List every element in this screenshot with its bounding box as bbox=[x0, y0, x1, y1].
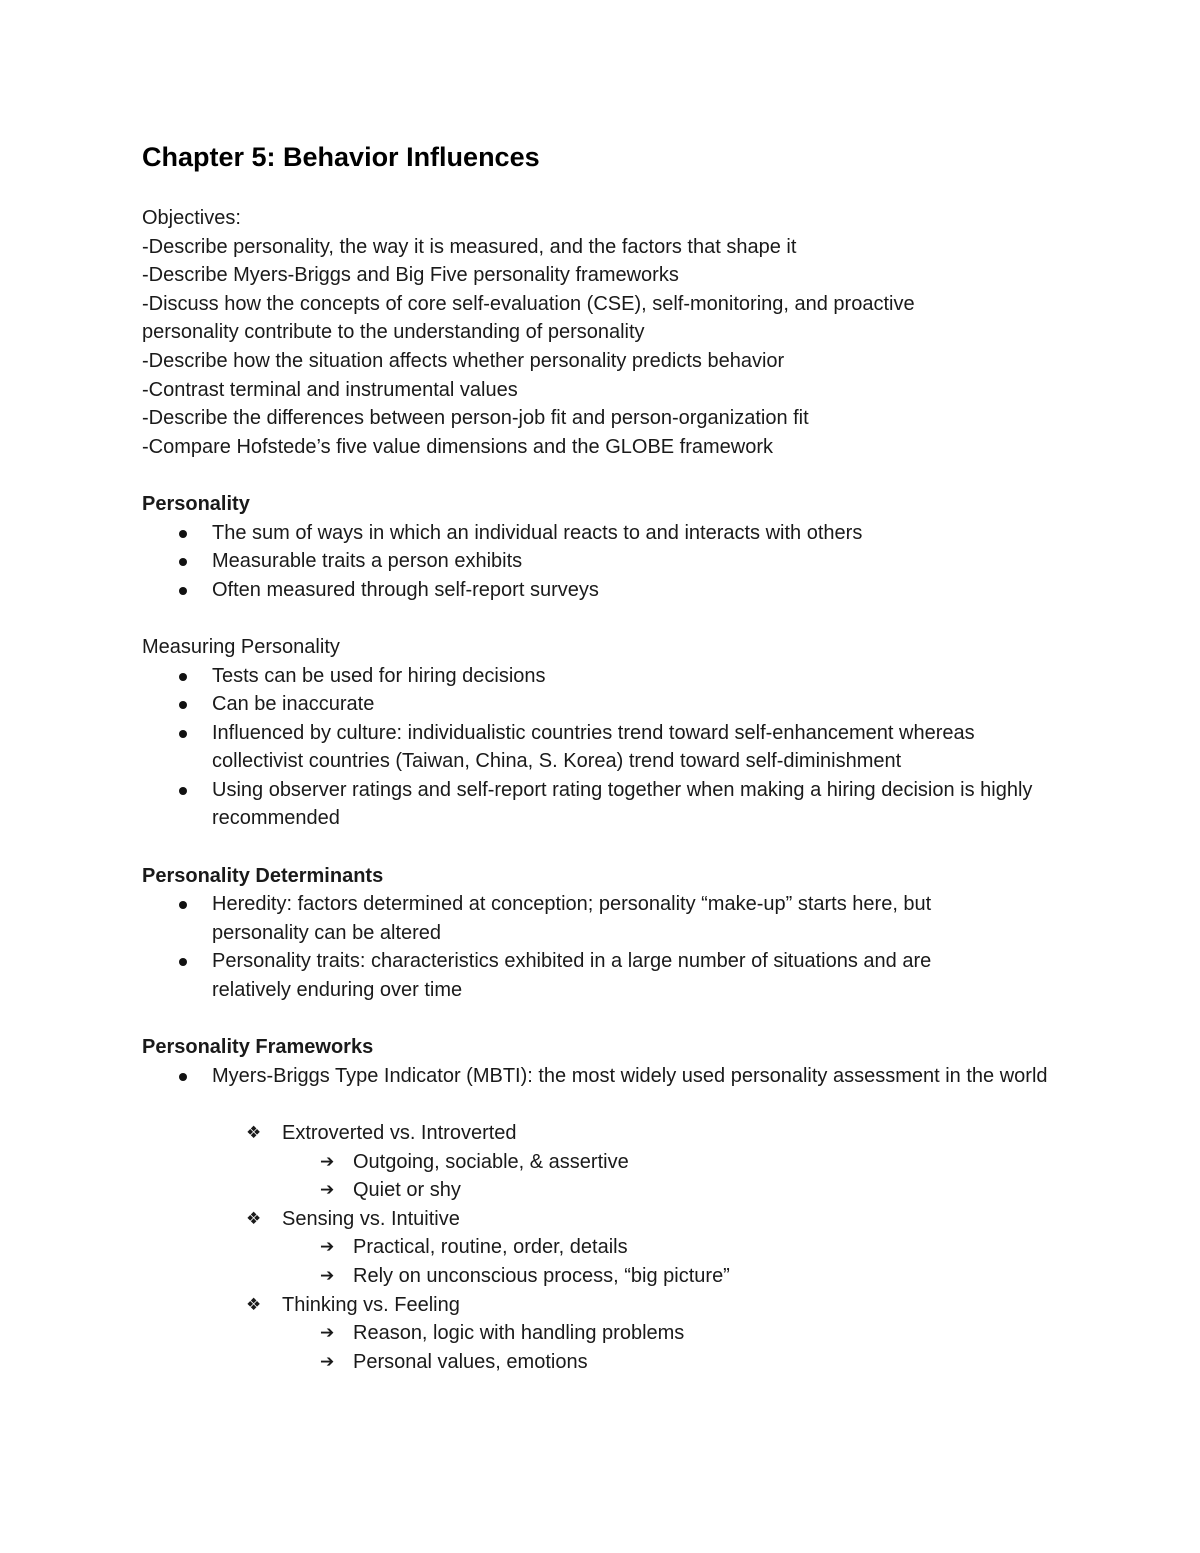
list-item: Can be inaccurate bbox=[142, 690, 1082, 719]
arrow-right-icon: ➔ bbox=[320, 1265, 335, 1286]
diamond-bullet-icon: ❖ bbox=[246, 1294, 262, 1315]
dimension-sub-item: ➔ Quiet or shy bbox=[142, 1176, 1082, 1205]
page-title: Chapter 5: Behavior Influences bbox=[142, 142, 540, 172]
dimension-item: ❖ Thinking vs. Feeling bbox=[142, 1291, 1082, 1320]
objectives-heading: Objectives: bbox=[142, 207, 241, 229]
list-item: Tests can be used for hiring decisions bbox=[142, 662, 1082, 691]
bullet-dot-icon bbox=[179, 587, 187, 595]
list-item: Measurable traits a person exhibits bbox=[142, 547, 1082, 576]
section-heading-measuring: Measuring Personality bbox=[142, 635, 340, 658]
bullet-dot-icon bbox=[179, 673, 187, 681]
dimension-item: ❖ Extroverted vs. Introverted bbox=[142, 1119, 1082, 1148]
list-item: Influenced by culture: individualistic countries trend toward self-enhancement whereas collectivist countries (Taiwan, China, S. Korea) trend toward self-diminishment bbox=[142, 719, 1042, 776]
arrow-right-icon: ➔ bbox=[320, 1351, 335, 1372]
list-item: Often measured through self-report surveys bbox=[142, 576, 1082, 605]
bullet-dot-icon bbox=[179, 787, 187, 795]
arrow-right-icon: ➔ bbox=[320, 1323, 335, 1344]
dimension-sub-item: ➔ Reason, logic with handling problems bbox=[142, 1319, 1082, 1348]
list-item: The sum of ways in which an individual reacts to and interacts with others bbox=[142, 519, 1082, 548]
diamond-bullet-icon: ❖ bbox=[246, 1123, 262, 1143]
arrow-right-icon: ➔ bbox=[320, 1151, 335, 1172]
list-item: Myers-Briggs Type Indicator (MBTI): the most widely used personality assessment in the world bbox=[142, 1062, 1062, 1091]
list-item: Personality traits: characteristics exhibited in a large number of situations and are relatively enduring over time bbox=[142, 947, 1012, 1004]
dimension-sub-item: ➔ Rely on unconscious process, “big picture” bbox=[142, 1262, 1082, 1291]
bullet-dot-icon bbox=[179, 530, 187, 538]
mbti-dimensions-list bbox=[142, 1205, 1082, 1234]
arrow-right-icon: ➔ bbox=[320, 1237, 335, 1258]
objective-item: -Describe Myers-Briggs and Big Five personality frameworks bbox=[142, 264, 679, 287]
personality-list bbox=[142, 519, 1082, 605]
mbti-dimensions-list bbox=[142, 1119, 1082, 1148]
list-item: Using observer ratings and self-report rating together when making a hiring decision is highly recommended bbox=[142, 776, 1042, 833]
determinants-list bbox=[142, 890, 1082, 1004]
bullet-dot-icon bbox=[179, 730, 187, 738]
objective-item: -Compare Hofstede’s five value dimensions and the GLOBE framework bbox=[142, 435, 774, 458]
dimension-sub-item: ➔ Personal values, emotions bbox=[142, 1348, 1082, 1377]
diamond-bullet-icon: ❖ bbox=[246, 1208, 262, 1229]
objective-item: -Describe personality, the way it is measured, and the factors that shape it bbox=[142, 235, 797, 258]
objective-item: -Contrast terminal and instrumental values bbox=[142, 378, 518, 401]
section-heading-personality: Personality bbox=[142, 492, 250, 515]
bullet-dot-icon bbox=[179, 558, 187, 566]
frameworks-list bbox=[142, 1062, 1082, 1091]
arrow-right-icon: ➔ bbox=[320, 1180, 335, 1201]
bullet-dot-icon bbox=[179, 1073, 187, 1081]
dimension-sub-list bbox=[142, 1148, 1082, 1205]
mbti-dimensions-list bbox=[142, 1291, 1082, 1320]
bullet-dot-icon bbox=[179, 901, 187, 909]
dimension-sub-list bbox=[142, 1233, 1082, 1290]
dimension-sub-list bbox=[142, 1319, 1082, 1376]
bullet-dot-icon bbox=[179, 958, 187, 966]
section-heading-frameworks: Personality Frameworks bbox=[142, 1036, 374, 1059]
dimension-sub-item: ➔ Practical, routine, order, details bbox=[142, 1233, 1082, 1262]
measuring-list bbox=[142, 662, 1082, 834]
objective-item: -Describe how the situation affects whether personality predicts behavior bbox=[142, 349, 785, 372]
document-body bbox=[142, 204, 1082, 1376]
section-heading-determinants: Personality Determinants bbox=[142, 864, 384, 887]
bullet-dot-icon bbox=[179, 701, 187, 709]
dimension-sub-item: ➔ Outgoing, sociable, & assertive bbox=[142, 1148, 1082, 1177]
objective-item: -Describe the differences between person-job fit and person-organization fit bbox=[142, 407, 809, 430]
objective-item: -Discuss how the concepts of core self-evaluation (CSE), self-monitoring, and proactive personality contribute to the understanding of personality bbox=[142, 292, 915, 344]
list-item: Heredity: factors determined at conception; personality “make-up” starts here, but personality can be altered bbox=[142, 890, 1012, 947]
dimension-item: ❖ Sensing vs. Intuitive bbox=[142, 1205, 1082, 1234]
